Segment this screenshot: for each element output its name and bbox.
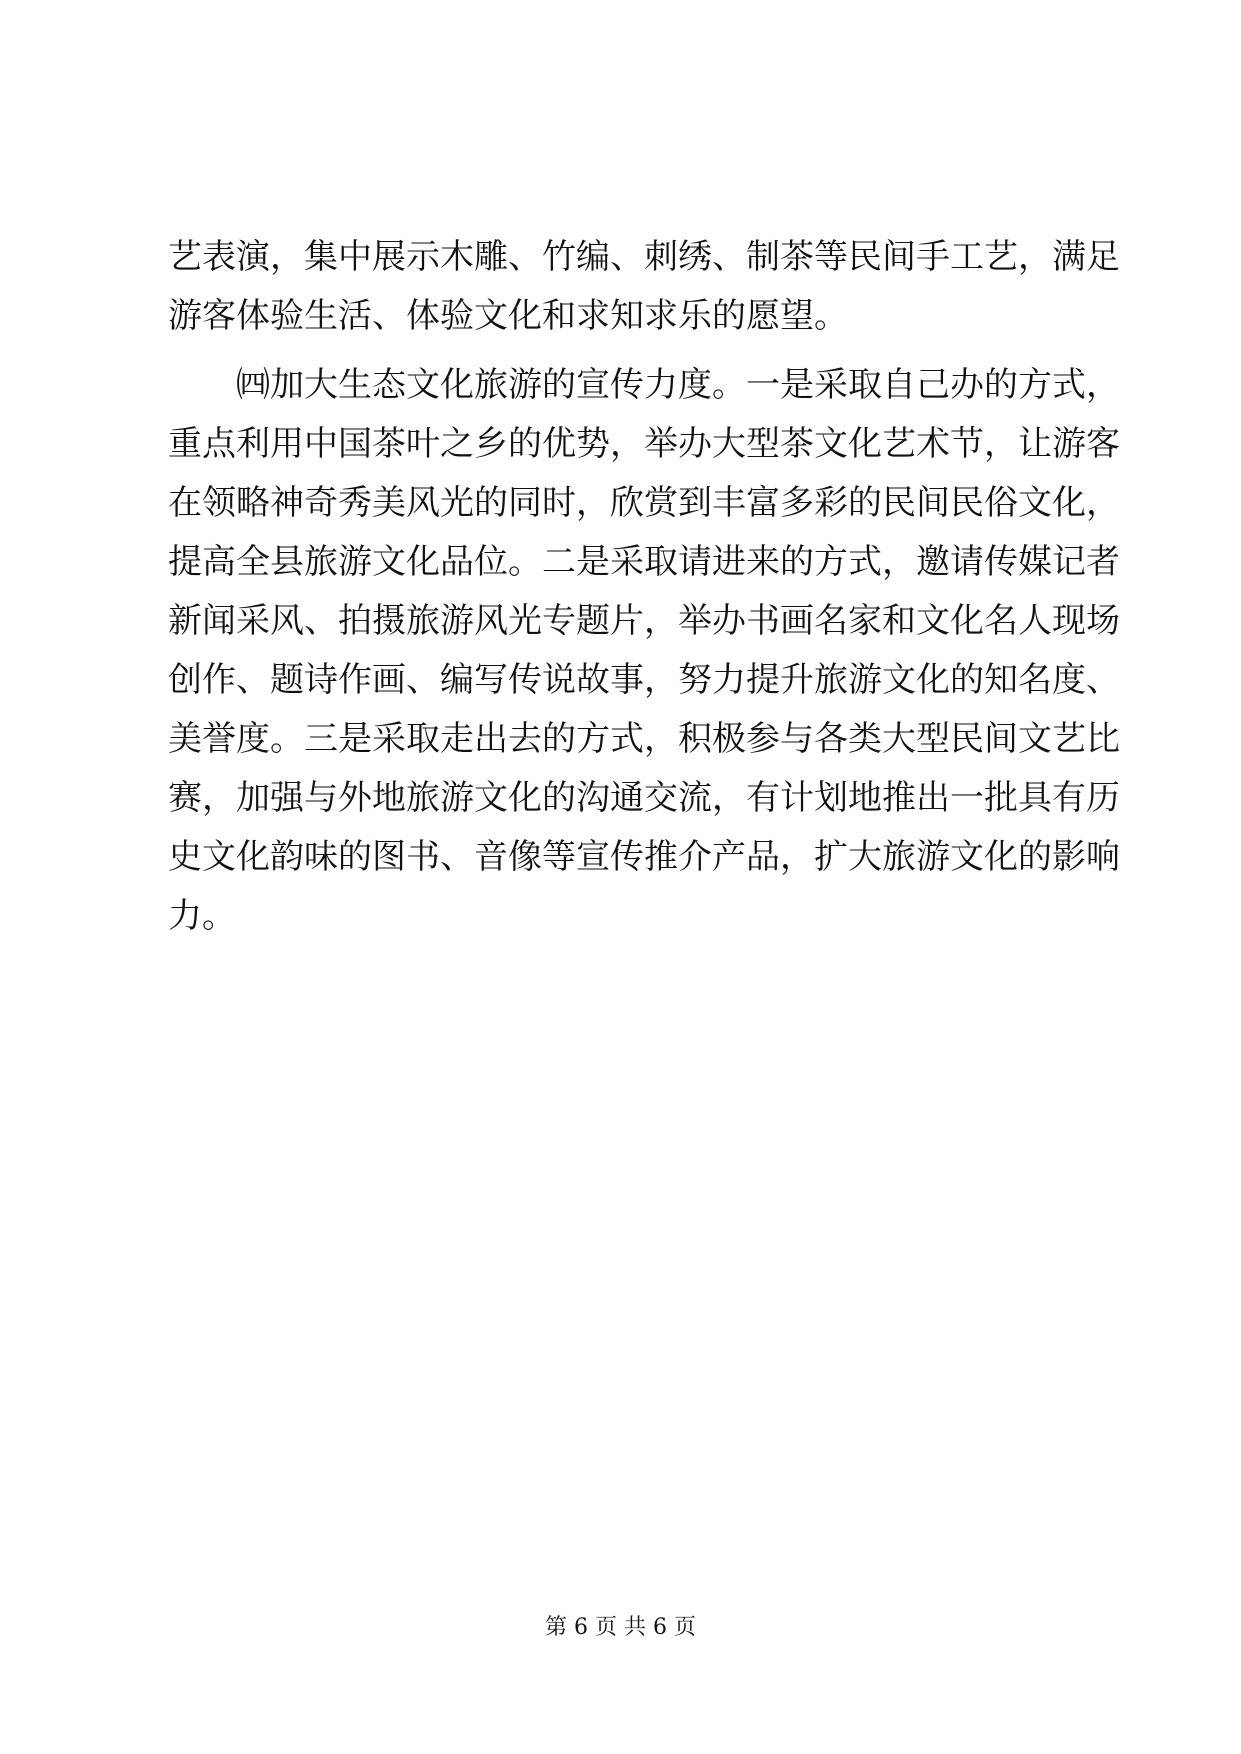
text-line: ㈣加大生态文化旅游的宣传力度。一是采取自己办的方式， xyxy=(236,365,1120,405)
body-text xyxy=(168,228,1120,946)
text-line: 创作、题诗作画、编写传说故事，努力提升旅游文化的知名度、 xyxy=(168,660,1120,700)
text-line: 力。 xyxy=(168,896,236,936)
text-line: 游客体验生活、体验文化和求知求乐的愿望。 xyxy=(168,296,848,336)
text-line: 赛，加强与外地旅游文化的沟通交流，有计划地推出一批具有历 xyxy=(168,778,1120,818)
text-line: 艺表演，集中展示木雕、竹编、刺绣、制茶等民间手工艺，满足 xyxy=(168,237,1120,277)
text-line: 提高全县旅游文化品位。二是采取请进来的方式，邀请传媒记者 xyxy=(168,542,1120,582)
paragraph-gap xyxy=(168,346,1084,356)
text-line: 重点利用中国茶叶之乡的优势，举办大型茶文化艺术节，让游客 xyxy=(168,424,1120,464)
text-line: 史文化韵味的图书、音像等宣传推介产品，扩大旅游文化的影响 xyxy=(168,837,1120,877)
text-line: 美誉度。三是采取走出去的方式，积极参与各类大型民间文艺比 xyxy=(168,719,1120,759)
text-line: 在领略神奇秀美风光的同时，欣赏到丰富多彩的民间民俗文化， xyxy=(168,483,1120,523)
text-line: 新闻采风、拍摄旅游风光专题片，举办书画名家和文化名人现场 xyxy=(168,601,1120,641)
page-footer: 第 6 页 共 6 页 xyxy=(545,1615,696,1640)
